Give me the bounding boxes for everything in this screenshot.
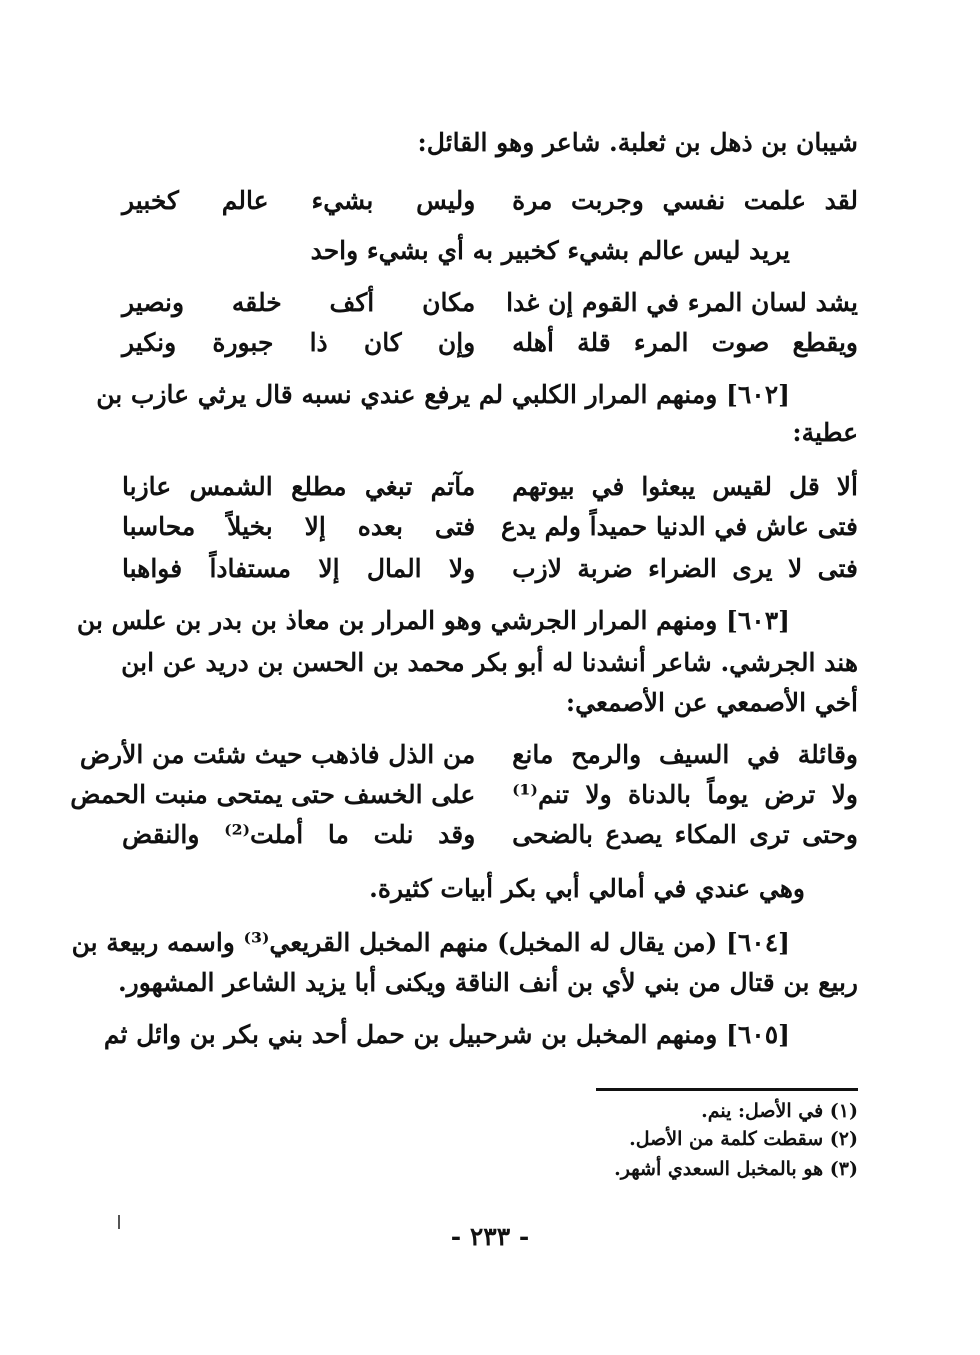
verse-line bbox=[70, 778, 858, 812]
verse-second-hemistich: مآتم تبغي مطلع الشمس عازبا bbox=[122, 472, 476, 501]
footnote: (١) في الأصل: ينم. bbox=[701, 1100, 858, 1122]
verse-first-hemistich: فتى عاش في الدنيا حميداً ولم يدع bbox=[500, 512, 858, 541]
text-line: شيبان بن ذهل بن ثعلبة. شاعر وهو القائل: bbox=[417, 128, 858, 157]
verse-first-hemistich: ولا ترض يوماً بالدناة ولا تنم⁽¹⁾ bbox=[512, 780, 858, 809]
paragraph-line: ربيع بن قتال من بني لأي بن أنف الناقة ويكنى أبا يزيد الشاعر المشهور. bbox=[117, 968, 858, 997]
verse-second-hemistich: وقد نلت ما أملت⁽²⁾ والنقض bbox=[122, 820, 476, 849]
footnote: (٢) سقطت كلمة من الأصل. bbox=[629, 1128, 858, 1150]
verse-first-hemistich: وقائلة في السيف والرمح مانع bbox=[512, 740, 858, 769]
verse-first-hemistich: ويقطع صوت المرء قلة أهله bbox=[512, 328, 858, 357]
verse-second-hemistich: ولا المال إلا مستفاداً فواهبا bbox=[122, 554, 476, 583]
verse-second-hemistich: وإن كان ذا جبورة ونكير bbox=[122, 328, 476, 357]
verse-first-hemistich: يشد لسان المرء في القوم إن غدا bbox=[506, 288, 858, 317]
paragraph-line: [٦٠٤] (من يقال له المخبل) منهم المخبل القريعي⁽³⁾ واسمه ربيعة بن bbox=[71, 928, 790, 957]
footnote-separator bbox=[596, 1088, 858, 1091]
verse-second-hemistich: وليس بشيء عالم كخبير bbox=[122, 186, 476, 215]
verse-line bbox=[122, 470, 858, 504]
text-line: يريد ليس عالم بشيء كخبير به أي بشيء واحد bbox=[310, 236, 790, 265]
verse-second-hemistich: فتى بعده إلا بخيلاً محاسبا bbox=[122, 512, 476, 541]
paragraph-line: [٦٠٣] ومنهم المرار الجرشي وهو المرار بن معاذ بن بدر بن علس بن bbox=[76, 606, 790, 635]
verse-second-hemistich: على الخسف حتى يمتحى منبت الحمض bbox=[70, 780, 476, 809]
verse-line bbox=[122, 286, 858, 320]
paragraph-line: [٦٠٢] ومنهم المرار الكلبي لم يرفع عندي نسبه قال يرثي عازب بن bbox=[96, 380, 790, 409]
verse-line bbox=[122, 184, 858, 218]
page-number: - ٢٣٣ - bbox=[450, 1222, 530, 1251]
verse-line bbox=[122, 510, 858, 544]
verse-line bbox=[122, 552, 858, 586]
paragraph-line: عطية: bbox=[792, 418, 858, 447]
verse-first-hemistich: وحتى ترى المكاء يصدع بالضحى bbox=[512, 820, 858, 849]
verse-first-hemistich: فتى لا يرى الضراء ضربة لازب bbox=[512, 554, 858, 583]
verse-line bbox=[79, 738, 858, 772]
verse-line bbox=[122, 326, 858, 360]
scan-mark bbox=[118, 1215, 120, 1229]
text-line: وهي عندي في أمالي أبي بكر أبيات كثيرة. bbox=[369, 874, 805, 903]
verse-line bbox=[122, 818, 858, 852]
verse-first-hemistich: ألا قل لقيس يبعثوا في بيوتهم bbox=[512, 472, 858, 501]
paragraph-line: أخي الأصمعي عن الأصمعي: bbox=[565, 688, 858, 717]
verse-first-hemistich: لقد علمت نفسي وجربت مرة bbox=[512, 186, 858, 215]
verse-second-hemistich: مكان أكف خلقه ونصير bbox=[122, 288, 476, 317]
paragraph-line: [٦٠٥] ومنهم المخبل بن شرحبيل بن حمل أحد بني بكر بن وائل ثم bbox=[103, 1020, 790, 1049]
verse-second-hemistich: من الذل فاذهب حيث شئت من الأرض bbox=[79, 740, 476, 769]
footnote: (٣) هو بالمخبل السعدي أشهر. bbox=[614, 1158, 858, 1180]
paragraph-line: هند الجرشي. شاعر أنشدنا له أبو بكر محمد بن الحسن بن دريد عن ابن bbox=[121, 648, 858, 677]
